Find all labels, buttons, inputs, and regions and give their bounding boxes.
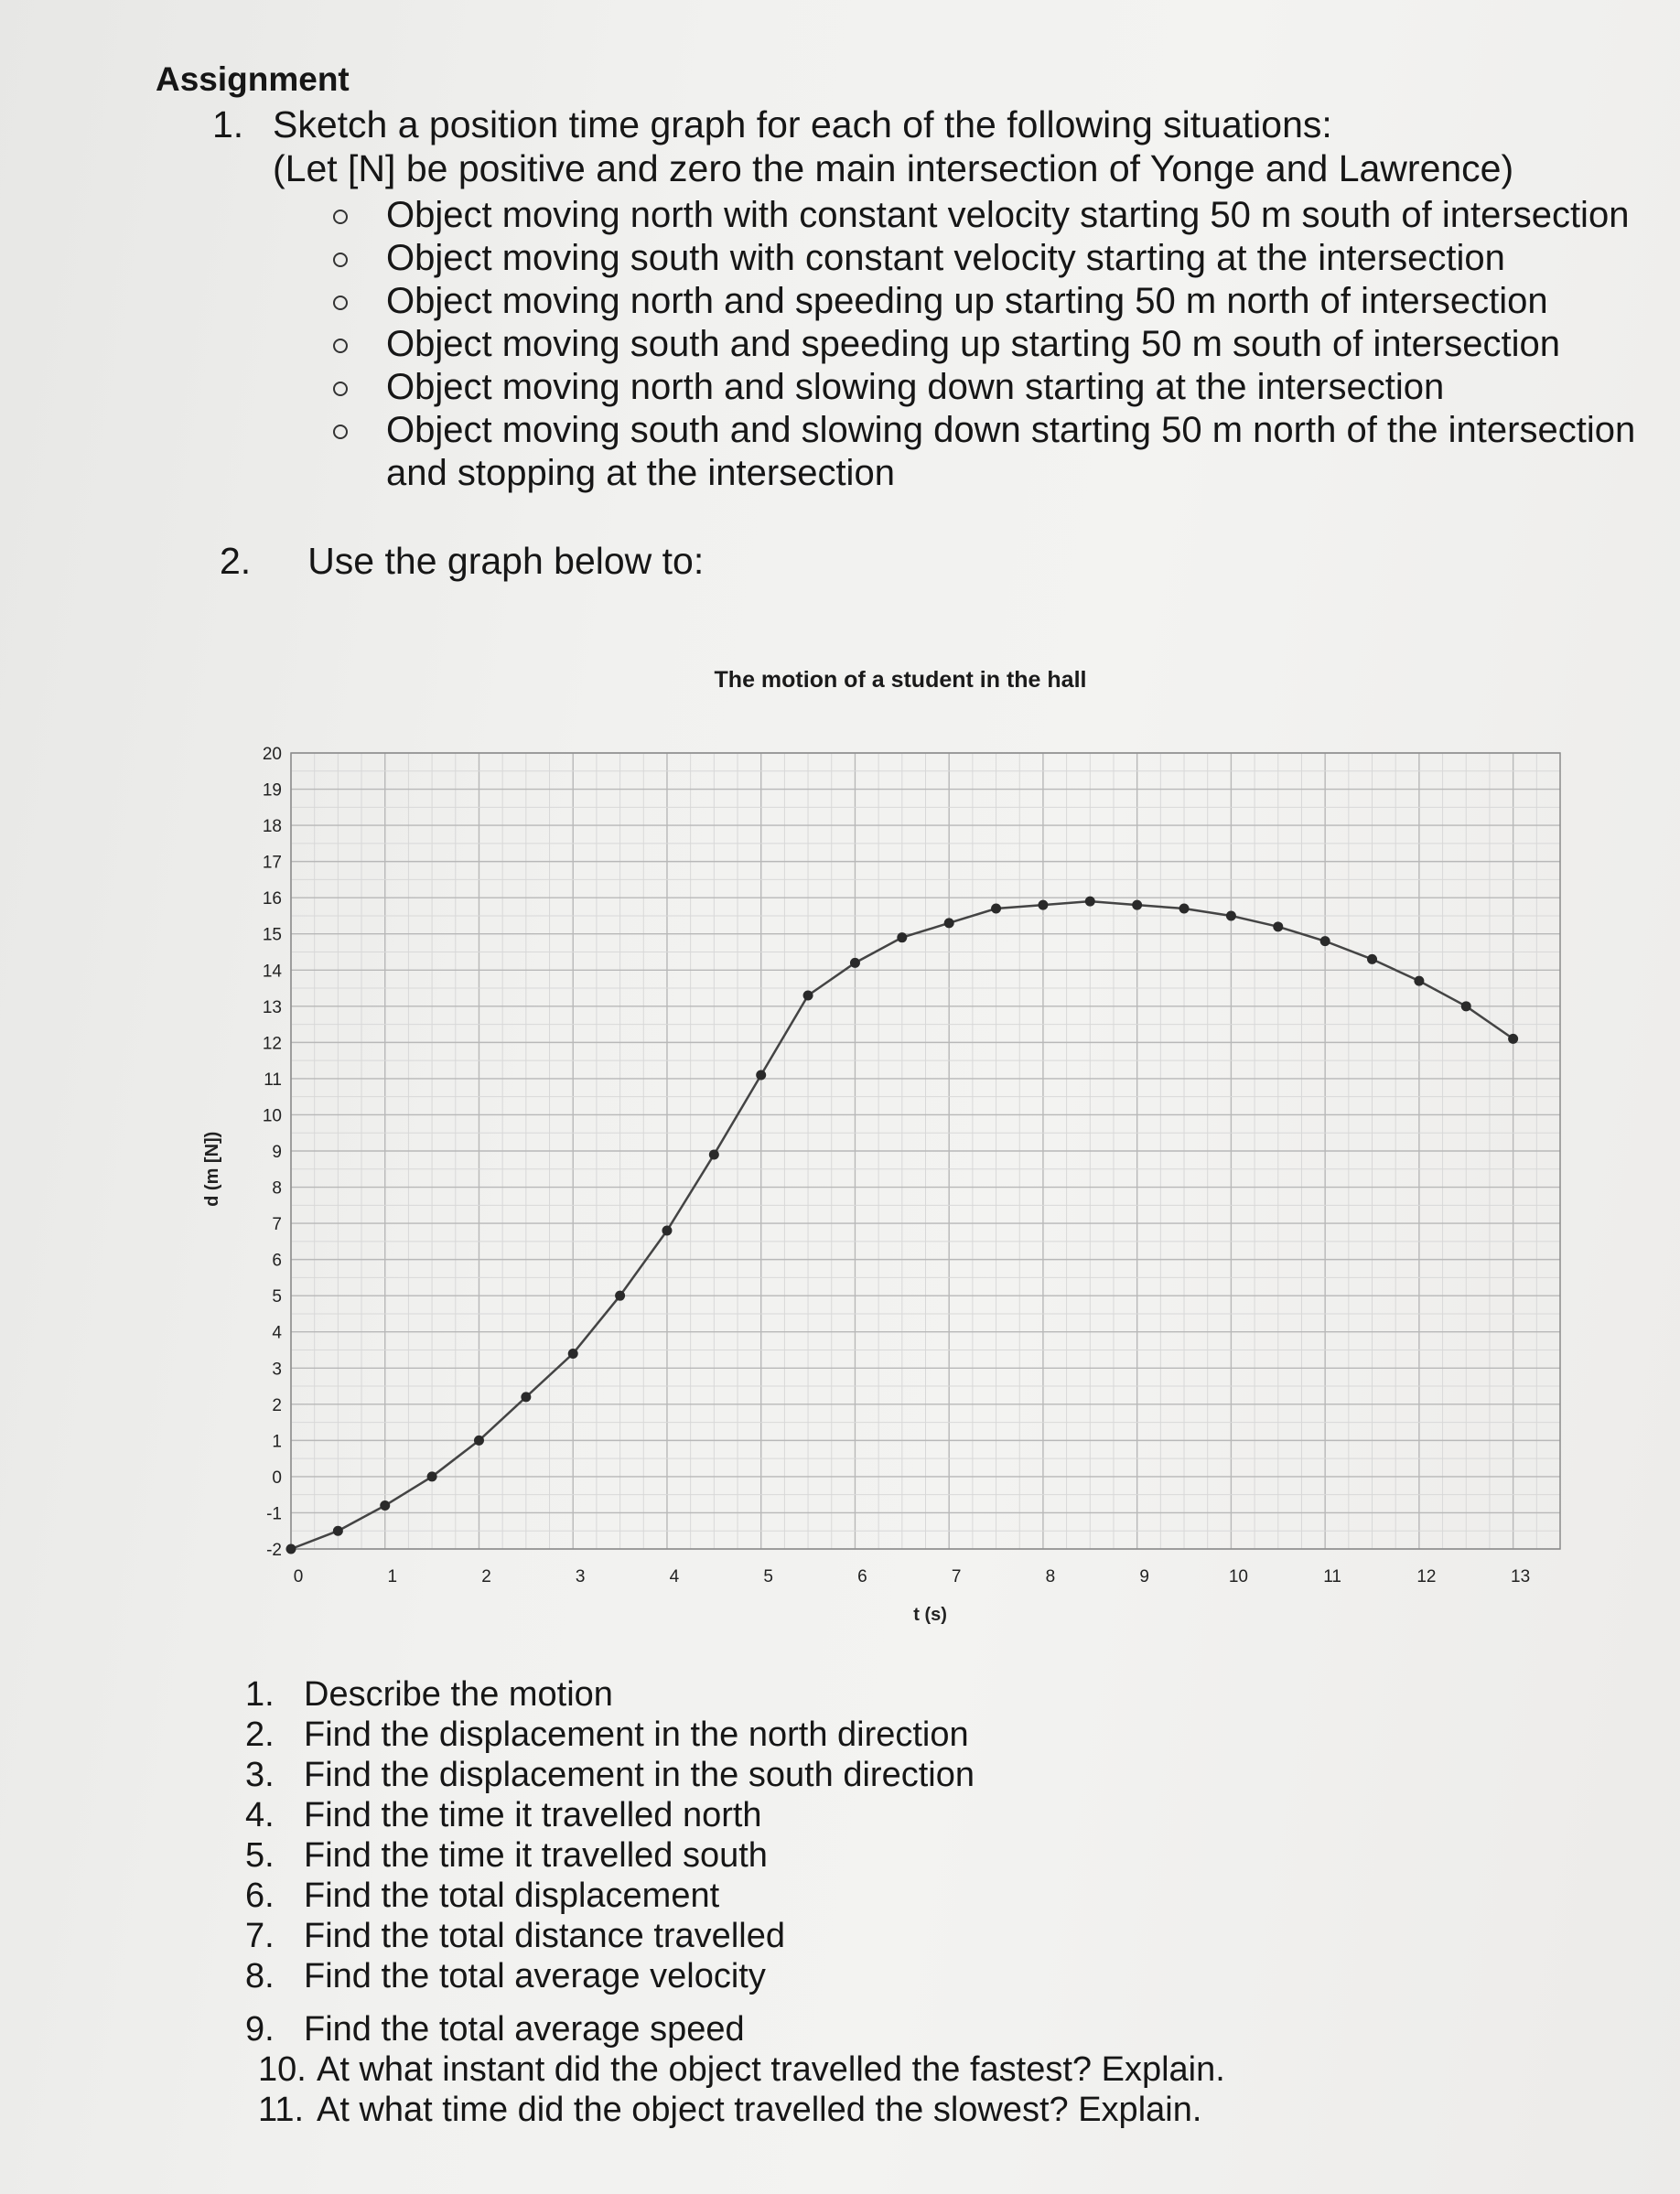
task-text: Find the total average velocity (304, 1957, 766, 1995)
y-tick-label: 5 (272, 1287, 282, 1307)
task-number: 11. (258, 2091, 305, 2129)
y-tick-label: 13 (262, 997, 282, 1017)
task-text: At what time did the object travelled the slowest? Explain. (317, 2091, 1202, 2129)
y-tick-label: 1 (272, 1432, 282, 1452)
y-axis-label: d (m [N]) (202, 1131, 222, 1207)
data-point (1273, 921, 1283, 931)
situation-text: Object moving north with constant velocity starting 50 m south of intersection (386, 195, 1630, 235)
x-tick-label: 6 (857, 1567, 867, 1586)
data-point (1132, 900, 1142, 910)
x-tick-label: 3 (575, 1567, 586, 1586)
y-tick-label: 14 (262, 962, 282, 982)
task-number: 10. (258, 2050, 307, 2089)
hollow-bullet-icon (333, 210, 348, 224)
chart-grid (291, 753, 1560, 1549)
y-tick-label: 0 (272, 1468, 282, 1488)
data-point (1414, 976, 1424, 986)
situation-text: Object moving south and speeding up starting 50 m south of intersection (386, 324, 1560, 364)
question-2 (220, 540, 704, 583)
situation-item (320, 280, 1638, 323)
situation-text: Object moving north and speeding up starting 50 m north of intersection (386, 281, 1548, 321)
hollow-bullet-icon (333, 339, 348, 353)
situation-text: Object moving south with constant velocity starting at the intersection (386, 238, 1505, 278)
question-2-prompt: Use the graph below to: (307, 540, 705, 582)
data-point (286, 1544, 296, 1554)
assignment-heading: Assignment (156, 60, 350, 98)
x-tick-label: 9 (1139, 1567, 1149, 1586)
y-tick-label: 10 (262, 1106, 282, 1126)
x-tick-label: 4 (669, 1567, 680, 1586)
x-tick-label: 11 (1323, 1567, 1342, 1586)
situation-text: Object moving north and slowing down starting at the intersection (386, 367, 1445, 407)
task-text: Find the displacement in the north direction (304, 1715, 969, 1754)
data-point (991, 904, 1001, 914)
data-point (850, 958, 860, 968)
data-point (944, 918, 954, 928)
situation-item (320, 323, 1638, 366)
data-point (756, 1070, 766, 1080)
task-item (245, 1956, 1225, 1996)
y-tick-label: 17 (262, 853, 282, 873)
x-tick-labels (294, 1567, 1530, 1586)
task-text: Find the time it travelled south (304, 1836, 768, 1875)
x-tick-label: 1 (387, 1567, 398, 1586)
data-point (568, 1349, 578, 1359)
task-number: 5. (245, 1836, 275, 1875)
task-item (245, 1876, 1225, 1916)
data-point (474, 1436, 484, 1446)
task-number: 3. (245, 1756, 275, 1794)
hollow-bullet-icon (333, 425, 348, 439)
situation-item (320, 194, 1638, 237)
y-tick-label: 16 (262, 889, 282, 909)
data-point (615, 1291, 625, 1301)
y-tick-label: 3 (272, 1360, 282, 1380)
situation-item (320, 237, 1638, 280)
hollow-bullet-icon (333, 253, 348, 267)
y-tick-label: 7 (272, 1215, 282, 1235)
situation-list (320, 194, 1638, 495)
task-number: 1. (245, 1675, 275, 1714)
task-text: At what instant did the object travelled the fastest? Explain. (317, 2050, 1225, 2089)
y-tick-label: 2 (272, 1395, 282, 1415)
task-item (245, 1674, 1225, 1715)
data-point (1508, 1034, 1518, 1044)
x-tick-label: 13 (1511, 1567, 1531, 1586)
task-text: Find the total displacement (304, 1877, 720, 1915)
task-item (258, 2090, 1225, 2130)
question-1-note: (Let [N] be positive and zero the main intersection of Yonge and Lawrence) (273, 147, 1514, 189)
data-point (521, 1392, 531, 1402)
y-tick-label: -1 (266, 1504, 282, 1524)
y-tick-label: 4 (272, 1323, 282, 1343)
y-tick-label: -2 (266, 1541, 282, 1560)
x-tick-label: 5 (763, 1567, 773, 1586)
task-number: 4. (245, 1796, 275, 1834)
data-point (333, 1526, 343, 1536)
task-item (245, 1755, 1225, 1795)
x-tick-label: 2 (481, 1567, 491, 1586)
y-tick-label: 15 (262, 925, 282, 945)
data-point (709, 1149, 719, 1159)
x-tick-label: 12 (1416, 1567, 1437, 1586)
situation-item (320, 366, 1638, 409)
data-point (897, 932, 907, 942)
task-item (245, 1916, 1225, 1956)
task-item (258, 2049, 1225, 2090)
task-item (245, 2009, 1225, 2049)
data-point (427, 1471, 437, 1481)
task-item (245, 1715, 1225, 1755)
situation-item (320, 409, 1638, 495)
question-1-prompt: Sketch a position time graph for each of the following situations: (273, 103, 1332, 145)
data-point (1179, 904, 1190, 914)
position-time-chart (192, 654, 1583, 1633)
task-number: 6. (245, 1877, 275, 1915)
x-tick-label: 0 (293, 1567, 304, 1586)
data-point (1461, 1001, 1471, 1011)
data-point (803, 990, 813, 1000)
x-axis-label: t (s) (913, 1605, 947, 1625)
y-tick-labels (263, 745, 283, 1560)
question-1 (212, 102, 1640, 190)
task-number: 2. (245, 1715, 275, 1754)
y-tick-label: 12 (262, 1034, 282, 1054)
x-tick-label: 8 (1045, 1567, 1056, 1586)
data-point (1320, 936, 1330, 946)
hollow-bullet-icon (333, 296, 348, 310)
data-point (1085, 897, 1095, 907)
x-tick-label: 10 (1228, 1567, 1248, 1586)
data-point (1226, 910, 1236, 920)
y-tick-label: 19 (262, 780, 282, 801)
question-2-task-list (245, 1674, 1225, 2130)
task-text: Find the displacement in the south direction (304, 1756, 975, 1794)
task-number: 7. (245, 1917, 275, 1955)
x-tick-label: 7 (951, 1567, 962, 1586)
data-point (1038, 900, 1048, 910)
situation-text: Object moving south and slowing down starting 50 m north of the intersection and stopping at the intersection (386, 410, 1636, 493)
data-point (380, 1500, 390, 1511)
y-tick-label: 9 (272, 1143, 282, 1162)
task-number: 8. (245, 1957, 275, 1995)
chart-title: The motion of a student in the hall (714, 667, 1087, 693)
data-point (662, 1226, 672, 1236)
question-1-number: 1. (212, 103, 244, 145)
y-tick-label: 11 (264, 1070, 282, 1090)
task-text: Find the total average speed (304, 2010, 745, 2049)
question-2-number: 2. (220, 540, 252, 582)
task-number: 9. (245, 2010, 275, 2049)
data-point (1367, 954, 1377, 964)
y-tick-label: 20 (262, 745, 282, 764)
task-text: Find the total distance travelled (304, 1917, 785, 1955)
hollow-bullet-icon (333, 382, 348, 396)
y-tick-label: 18 (262, 817, 282, 837)
task-item (245, 1795, 1225, 1835)
task-text: Describe the motion (304, 1675, 613, 1714)
task-text: Find the time it travelled north (304, 1796, 762, 1834)
y-tick-label: 8 (272, 1178, 282, 1199)
task-item (245, 1835, 1225, 1876)
y-tick-label: 6 (272, 1251, 282, 1271)
